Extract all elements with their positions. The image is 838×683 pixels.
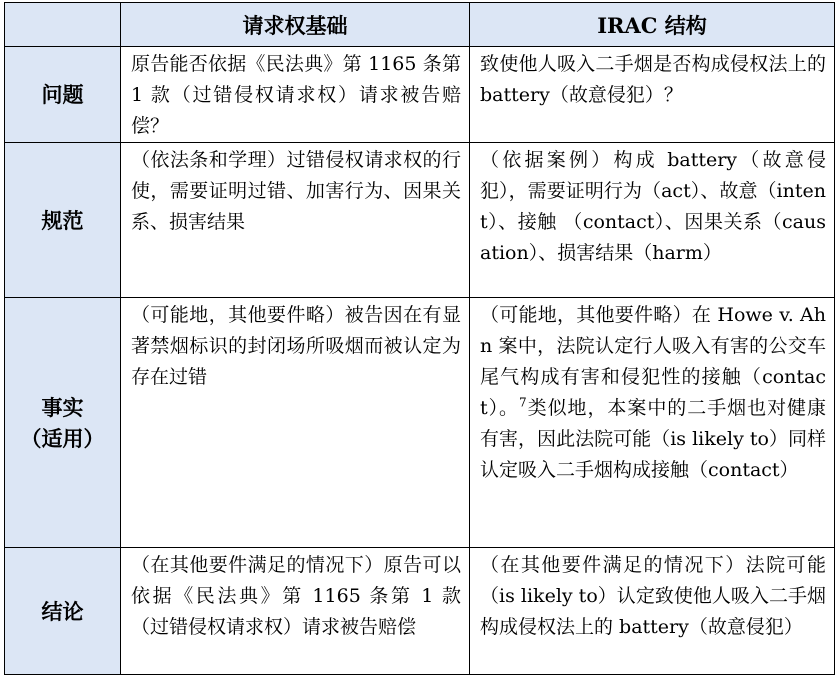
header-claim-basis: 请求权基础 [121,3,470,47]
table-row-rule [5,143,835,298]
row-label-fact [5,298,121,548]
cell-issue-irac: 致使他人吸入二手烟是否构成侵权法上的 battery（故意侵犯）？ [470,47,835,143]
header-row [5,3,835,47]
table-row-conclusion [5,548,835,675]
cell-rule-claim-basis: （依法条和学理）过错侵权请求权的行使，需要证明过错、加害行为、因果关系、损害结果 [121,143,470,298]
row-label-issue: 问题 [5,47,121,143]
row-label-conclusion: 结论 [5,548,121,675]
comparison-table [4,2,835,675]
cell-rule-irac: （依据案例）构成 battery（故意侵犯），需要证明行为（act）、故意（intent）、接触 （contact）、因果关系（causation）、损害结果（harm） [470,143,835,298]
cell-conclusion-irac: （在其他要件满足的情况下）法院可能（is likely to）认定致使他人吸入二手烟构成侵权法上的 battery（故意侵犯） [470,548,835,675]
row-label-fact-line1: 事实 [41,394,84,420]
row-label-rule: 规范 [5,143,121,298]
cell-fact-claim-basis: （可能地，其他要件略）被告因在有显著禁烟标识的封闭场所吸烟而被认定为存在过错 [121,298,470,548]
cell-fact-irac-part2: 类似地，本案中的二手烟也对健康有害，因此法院可能（is likely to）同样认定吸入二手烟构成接触（contact） [480,397,826,481]
cell-conclusion-claim-basis: （在其他要件满足的情况下）原告可以依据《民法典》第 1165 条第 1 款（过错侵权请求权）请求被告赔偿 [121,548,470,675]
cell-issue-claim-basis: 原告能否依据《民法典》第 1165 条第 1 款（过错侵权请求权）请求被告赔偿？ [121,47,470,143]
row-label-fact-line2: （适用） [20,425,105,451]
cell-fact-irac-part1: （可能地，其他要件略）在 Howe v. Ahn 案中，法院认定行人吸入有害的公交车尾气构成有害和侵犯性的接触（contact）。 [480,304,826,419]
footnote-marker: 7 [519,395,527,410]
header-irac: IRAC 结构 [470,3,835,47]
cell-fact-irac [470,298,835,548]
table-row-fact [5,298,835,548]
header-blank-cell [5,3,121,47]
table-row-issue [5,47,835,143]
